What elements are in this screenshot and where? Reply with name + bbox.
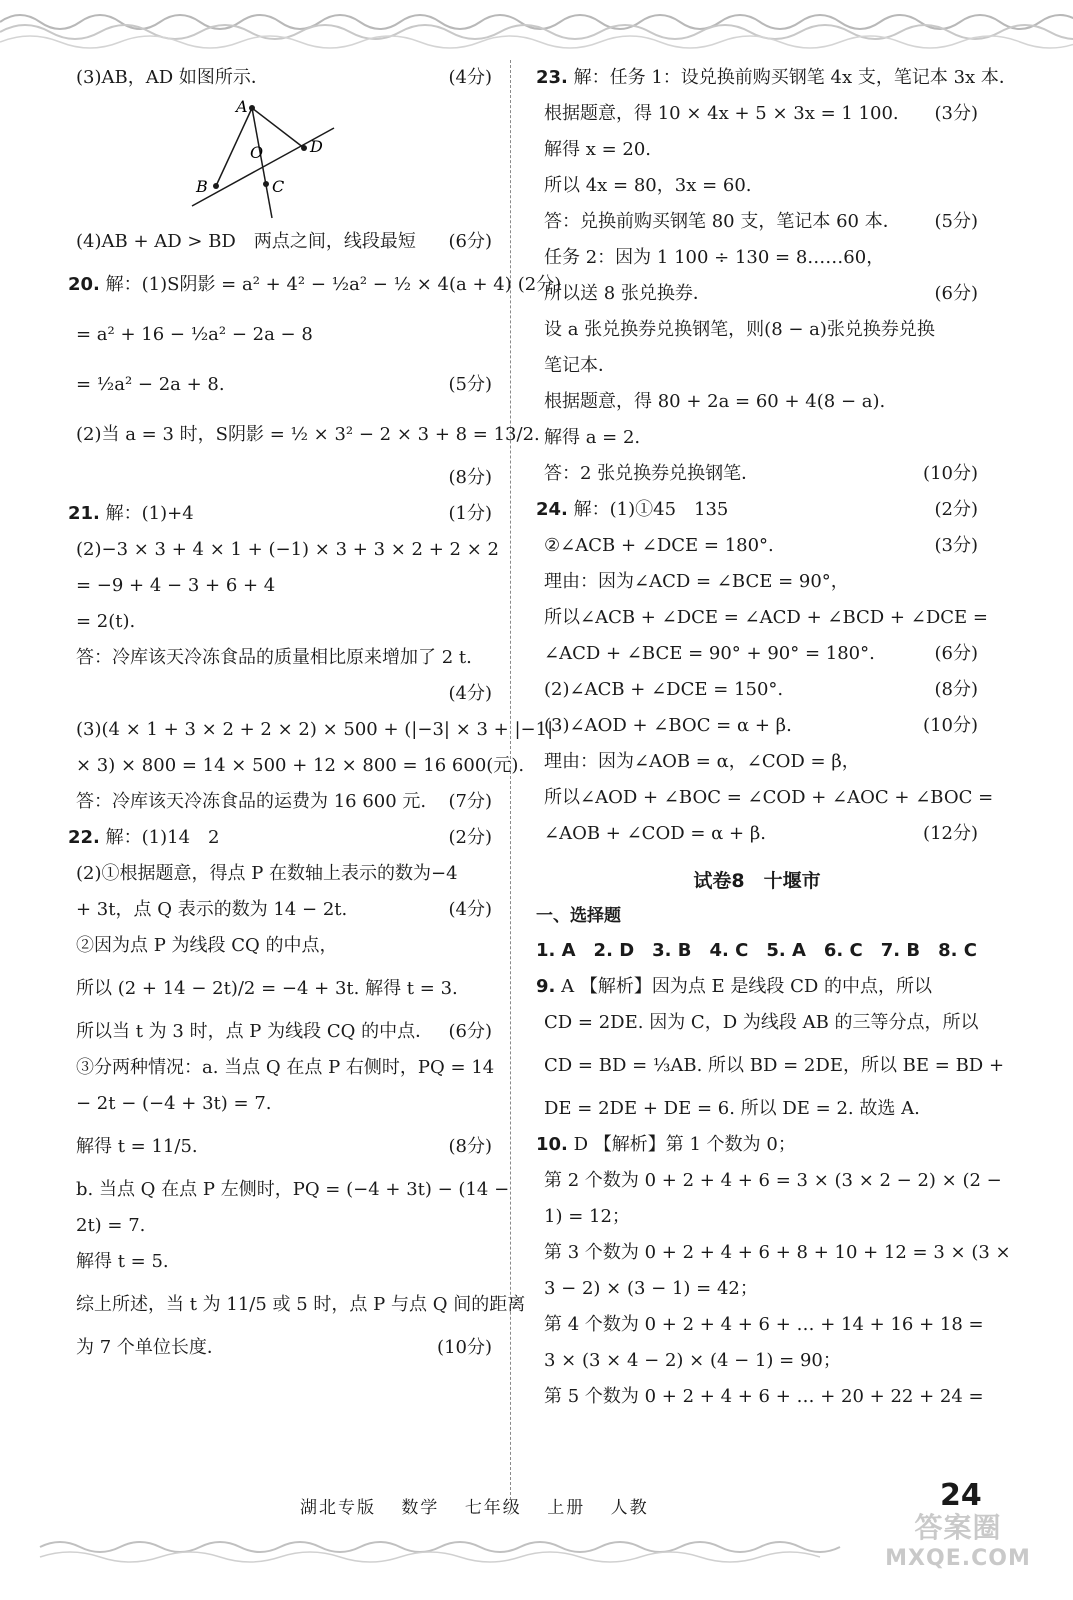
line-text: CD = BD = ⅓AB. 所以 BD = 2DE，所以 BE = BD +: [544, 1055, 1005, 1076]
score-label: (6分): [934, 283, 978, 304]
line-text: 2t) = 7.: [76, 1215, 146, 1236]
solution-line: [536, 1307, 984, 1343]
footer-publisher: 人教: [610, 1498, 649, 1518]
solution-line: [536, 420, 978, 456]
point-C: [263, 181, 269, 187]
score-label: (8分): [448, 1136, 492, 1157]
line-text: DE = 2DE + DE = 6. 所以 DE = 2. 故选 A.: [544, 1098, 920, 1119]
top-wave-border: [0, 0, 1073, 58]
score-label: (10分): [437, 1337, 492, 1358]
solution-line: [68, 604, 492, 640]
score-label: (10分): [923, 463, 978, 484]
line-text: 解：(1)+4: [105, 503, 194, 524]
question-number: 22.: [68, 827, 100, 848]
solution-line: [536, 348, 978, 384]
line-text: × 3) × 800 = 14 × 500 + 12 × 800 = 16 600(元).: [76, 755, 525, 776]
line-text: D 【解析】第 1 个数为 0；: [573, 1134, 796, 1155]
watermark-logo: 答案圈: [914, 1511, 1002, 1544]
line-text: (3)∠AOD + ∠BOC = α + β.: [544, 715, 792, 736]
solution-line: [68, 856, 492, 892]
label-B: B: [196, 177, 208, 196]
score-label: (8分): [934, 679, 978, 700]
solution-line: [536, 384, 978, 420]
question-line: [536, 492, 978, 528]
score-label: (6分): [934, 643, 978, 664]
line-text: (3)AB，AD 如图所示．: [76, 67, 269, 88]
line-text: + 3t，点 Q 表示的数为 14 − 2t.: [76, 899, 348, 920]
solution-line: [536, 456, 978, 492]
question-line: [68, 820, 492, 856]
score-label: (2分): [934, 499, 978, 520]
line-text: 任务 2：因为 1 100 ÷ 130 = 8……60，: [544, 247, 885, 268]
point-D: [301, 145, 307, 151]
point-A: [249, 105, 255, 111]
line-text: ②因为点 P 为线段 CQ 的中点，: [76, 935, 338, 956]
question-number: 10.: [536, 1134, 568, 1155]
score-label: (3分): [934, 103, 978, 124]
right-column: [536, 60, 1017, 1415]
solution-line: [536, 1379, 984, 1415]
line-text: = a² + 16 − ½a² − 2a − 8: [76, 324, 313, 345]
solution-line: [68, 460, 492, 496]
footer-grade: 七年级: [464, 1498, 522, 1518]
solution-line: [68, 1086, 492, 1122]
solution-line: [68, 1330, 492, 1366]
solution-line: [68, 1122, 492, 1172]
solution-line: [68, 568, 492, 604]
solution-line: [536, 1091, 978, 1127]
solution-line: [536, 1041, 1005, 1091]
line-text: 所以∠ACB + ∠DCE = ∠ACD + ∠BCD + ∠DCE =: [544, 607, 988, 628]
score-label: (6分): [448, 231, 492, 252]
line-text: 笔记本．: [544, 355, 616, 376]
solution-line: [536, 600, 988, 636]
footer-subject: 数学: [401, 1498, 440, 1518]
line-text: 解：(1)①45 135: [573, 499, 729, 520]
solution-line: [536, 96, 978, 132]
solution-line: [68, 748, 525, 784]
line-text: = 2(t).: [76, 611, 136, 632]
left-column: [68, 60, 562, 1366]
line-text: 解得 t = 11/5.: [76, 1136, 198, 1157]
solution-line: [68, 892, 492, 928]
line-text: 解：(1)S阴影 = a² + 4² − ½a² − ½ × 4(a + 4): [105, 274, 512, 295]
question-number: 20.: [68, 274, 100, 295]
score-label: (6分): [448, 1021, 492, 1042]
score-label: (8分): [448, 467, 492, 488]
solution-line: [68, 410, 540, 460]
line-text: 解：任务 1：设兑换前购买钢笔 4x 支，笔记本 3x 本．: [573, 67, 1017, 88]
line-text: b. 当点 Q 在点 P 左侧时，PQ = (−4 + 3t) − (14 −: [76, 1179, 510, 1200]
line-text: 设 a 张兑换券兑换钢笔，则(8 − a)张兑换券兑换: [544, 319, 935, 340]
solution-line: [536, 1271, 978, 1307]
solution-line: [68, 532, 499, 568]
line-text: 3 − 2) × (3 − 1) = 42；: [544, 1278, 758, 1299]
line-text: 所以∠AOD + ∠BOC = ∠COD + ∠AOC + ∠BOC =: [544, 787, 994, 808]
geometry-figure: [68, 96, 492, 224]
solution-line: [536, 132, 978, 168]
solution-line: [68, 224, 492, 260]
line-text: 第 3 个数为 0 + 2 + 4 + 6 + 8 + 10 + 12 = 3 × (3 ×: [544, 1242, 1011, 1263]
score-label: (4分): [448, 67, 492, 88]
question-number: 21.: [68, 503, 100, 524]
line-text: ③分两种情况：a. 当点 Q 在点 P 右侧时，PQ = 14: [76, 1057, 495, 1078]
line-text: 答：2 张兑换券兑换钢笔．: [544, 463, 760, 484]
question-number: 9.: [536, 976, 556, 997]
solution-line: [68, 1208, 492, 1244]
question-line: [68, 496, 492, 532]
solution-line: [68, 360, 492, 410]
solution-line: [536, 816, 978, 852]
line-text: CD = 2DE. 因为 C，D 为线段 AB 的三等分点，所以: [544, 1012, 979, 1033]
line-text: 3 × (3 × 4 − 2) × (4 − 1) = 90；: [544, 1350, 841, 1371]
question-number: 23.: [536, 67, 568, 88]
line-text: 答：冷库该天冷冻食品的质量相比原来增加了 2 t.: [76, 647, 472, 668]
line-text: 解得 a = 2.: [544, 427, 641, 448]
solution-line: [536, 528, 978, 564]
line-text: 为 7 个单位长度．: [76, 1337, 225, 1358]
line-text: 理由：因为∠AOB = α，∠COD = β，: [544, 751, 860, 772]
line-text: (2)−3 × 3 + 4 × 1 + (−1) × 3 + 3 × 2 + 2 × 2: [76, 539, 499, 560]
footer-volume: 上册: [547, 1498, 586, 1518]
solution-line: [68, 964, 492, 1014]
score-label: (5分): [448, 374, 492, 395]
line-text: 所以当 t 为 3 时，点 P 为线段 CQ 的中点．: [76, 1021, 434, 1042]
score-label: (1分): [448, 503, 492, 524]
solution-line: [536, 168, 978, 204]
footer-edition: 湖北专版: [300, 1498, 376, 1518]
solution-line: [68, 1280, 526, 1330]
solution-line: [68, 676, 492, 712]
score-label: (10分): [923, 715, 978, 736]
line-text: = −9 + 4 − 3 + 6 + 4: [76, 575, 276, 596]
section-title: 试卷8 十堰市: [693, 870, 821, 892]
solution-line: [536, 240, 978, 276]
solution-line: [536, 744, 978, 780]
question-line: [536, 60, 1017, 96]
solution-line: [536, 276, 978, 312]
line-text: A 【解析】因为点 E 是线段 CD 的中点，所以: [561, 976, 933, 997]
solution-line: [536, 672, 978, 708]
solution-line: [68, 1014, 492, 1050]
score-label: (2分): [448, 827, 492, 848]
solution-line: [68, 1172, 510, 1208]
score-label: (4分): [448, 899, 492, 920]
solution-line: [536, 1235, 1011, 1271]
line-text: (3)(4 × 1 + 3 × 2 + 2 × 2) × 500 + (|−3| × 3 + |−1|: [76, 719, 554, 740]
point-B: [213, 183, 219, 189]
solution-line: [68, 784, 492, 820]
segment-AD: [252, 108, 304, 148]
solution-line: [536, 1199, 978, 1235]
question-line: [536, 1127, 978, 1163]
line-text: 所以送 8 张兑换券．: [544, 283, 711, 304]
line-text: 解得 x = 20.: [544, 139, 652, 160]
line-text: 第 4 个数为 0 + 2 + 4 + 6 + … + 14 + 16 + 18 =: [544, 1314, 984, 1335]
line-text: 综上所述，当 t 为 11/5 或 5 时，点 P 与点 Q 间的距离: [76, 1294, 526, 1315]
line-text: 所以 4x = 80，3x = 60.: [544, 175, 752, 196]
line-text: 第 5 个数为 0 + 2 + 4 + 6 + … + 20 + 22 + 24 =: [544, 1386, 984, 1407]
label-C: C: [272, 177, 285, 196]
segment-AB: [216, 108, 252, 186]
solution-line: [68, 640, 492, 676]
solution-line: [536, 1343, 978, 1379]
line-text: = ½a² − 2a + 8.: [76, 374, 225, 395]
line-text: 解：(1)14 2: [105, 827, 220, 848]
line-text: − 2t − (−4 + 3t) = 7.: [76, 1093, 272, 1114]
solution-line: [536, 1163, 1002, 1199]
label-O: O: [250, 143, 264, 162]
question-line: [536, 969, 978, 1005]
line-text: 第 2 个数为 0 + 2 + 4 + 6 = 3 × (3 × 2 − 2) × (2 −: [544, 1170, 1002, 1191]
line-text: 根据题意，得 10 × 4x + 5 × 3x = 1 100.: [544, 103, 899, 124]
line-text: 解得 t = 5.: [76, 1251, 169, 1272]
solution-line: [536, 708, 978, 744]
choice-answers: 1. A 2. D 3. B 4. C 5. A 6. C 7. B 8. C: [536, 940, 977, 961]
line-text: ∠AOB + ∠COD = α + β.: [544, 823, 766, 844]
solution-line: [536, 780, 994, 816]
line-text: 答：兑换前购买钢笔 80 支，笔记本 60 本．: [544, 211, 901, 232]
watermark-url: MXQE.COM: [885, 1546, 1031, 1571]
score-label: (12分): [923, 823, 978, 844]
solution-line: [68, 712, 554, 748]
line-text: (2)∠ACB + ∠DCE = 150°.: [544, 679, 784, 700]
line-text: 理由：因为∠ACD = ∠BCE = 90°，: [544, 571, 849, 592]
watermark: [858, 1506, 1058, 1571]
line-text: (4)AB + AD > BD 两点之间，线段最短: [76, 231, 416, 252]
line-text: ②∠ACB + ∠DCE = 180°.: [544, 535, 774, 556]
score-label: (3分): [934, 535, 978, 556]
line-text: ∠ACD + ∠BCE = 90° + 90° = 180°.: [544, 643, 875, 664]
label-A: A: [236, 97, 248, 116]
solution-line: [536, 1005, 978, 1041]
solution-line: [68, 1244, 492, 1280]
score-label: (5分): [934, 211, 978, 232]
footer: [300, 1493, 667, 1518]
line-text: 所以 (2 + 14 − 2t)/2 = −4 + 3t. 解得 t = 3.: [76, 978, 458, 999]
solution-line: [68, 928, 492, 964]
label-D: D: [310, 137, 323, 156]
line-text: 1) = 12；: [544, 1206, 630, 1227]
solution-line: [536, 636, 978, 672]
score-label: (4分): [448, 683, 492, 704]
score-label: (7分): [448, 791, 492, 812]
line-text: 答：冷库该天冷冻食品的运费为 16 600 元.: [76, 791, 427, 812]
question-number: 24.: [536, 499, 568, 520]
solution-line: [68, 1050, 495, 1086]
solution-line: [536, 204, 978, 240]
score-label: (2分): [517, 274, 562, 295]
solution-line: [68, 60, 492, 96]
section-subtitle: 一、选择题: [536, 906, 621, 926]
question-line: [68, 260, 562, 310]
solution-line: [536, 564, 978, 600]
line-text: 根据题意，得 80 + 2a = 60 + 4(8 − a).: [544, 391, 886, 412]
solution-line: [68, 310, 492, 360]
line-text: (2)当 a = 3 时，S阴影 = ½ × 3² − 2 × 3 + 8 = 13/2.: [76, 424, 540, 445]
solution-line: [536, 312, 978, 348]
line-text: (2)①根据题意，得点 P 在数轴上表示的数为−4: [76, 863, 458, 884]
page-number: 24: [940, 1478, 982, 1513]
